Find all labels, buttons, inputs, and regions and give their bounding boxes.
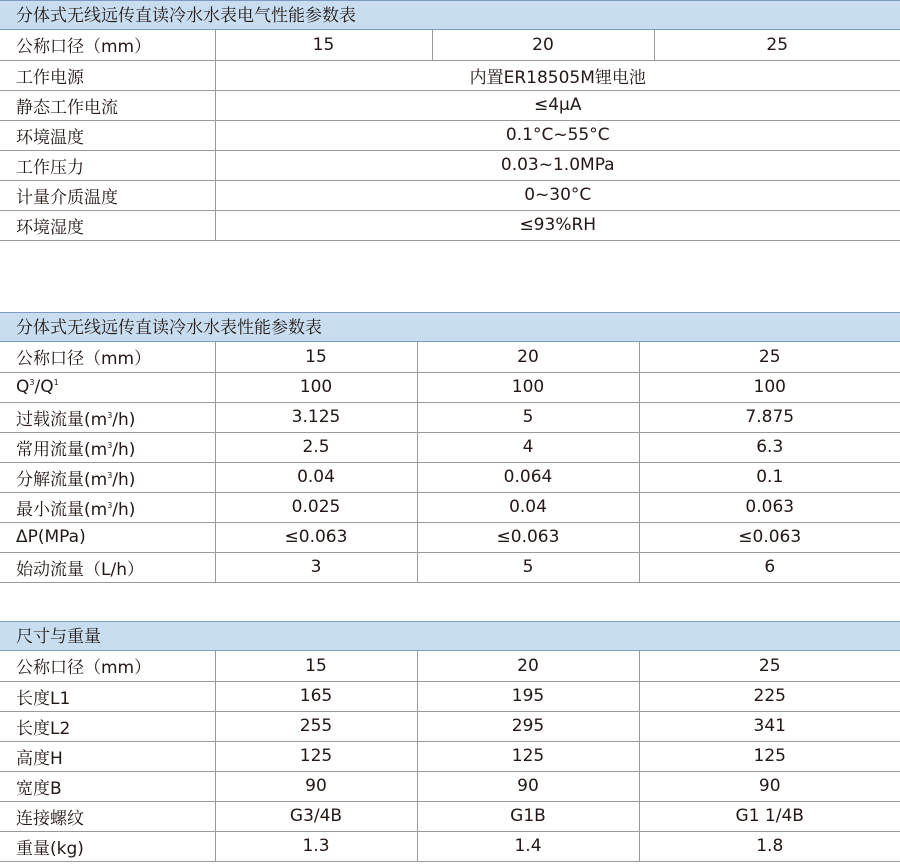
row-label-text: 分解流量 — [16, 469, 84, 490]
cell: 1.3 — [215, 831, 417, 861]
row-label: 宽度B — [0, 771, 215, 801]
cell: ≤93%RH — [215, 210, 900, 240]
table-row — [0, 432, 900, 462]
row-label: 高度H — [0, 741, 215, 771]
dimensions-weight-title: 尺寸与重量 — [0, 621, 900, 651]
row-label-text: 过载流量 — [16, 409, 84, 430]
q-sup1: 1 — [53, 378, 59, 387]
table-row — [0, 342, 900, 372]
cell: 6 — [639, 552, 900, 582]
cell: 0.04 — [417, 492, 639, 522]
table-row — [0, 651, 900, 681]
dimensions-weight-table — [0, 621, 900, 862]
cell: ≤0.063 — [639, 522, 900, 552]
table-row — [0, 831, 900, 861]
cell: 20 — [417, 651, 639, 681]
table-row — [0, 801, 900, 831]
unit-text: (m — [84, 469, 108, 490]
cell: 0.1 — [639, 462, 900, 492]
electrical-params-table — [0, 0, 900, 241]
q-slash: /Q — [34, 377, 54, 397]
cell: 90 — [639, 771, 900, 801]
row-label: 公称口径（mm） — [0, 342, 215, 372]
cell: G1B — [417, 801, 639, 831]
cell: 1.4 — [417, 831, 639, 861]
cell: G1 1/4B — [639, 801, 900, 831]
electrical-params-title: 分体式无线远传直读冷水水表电气性能参数表 — [0, 0, 900, 30]
row-label — [0, 432, 215, 462]
cell: 100 — [639, 372, 900, 402]
row-label — [0, 372, 215, 402]
table-row — [0, 711, 900, 741]
cell: 295 — [417, 711, 639, 741]
unit-sup: 3 — [107, 440, 113, 450]
table-row — [0, 60, 900, 90]
row-label: 工作电源 — [0, 60, 215, 90]
row-label: 工作压力 — [0, 150, 215, 180]
cell: 255 — [215, 711, 417, 741]
unit-sup: 3 — [107, 500, 113, 510]
cell: 1.8 — [639, 831, 900, 861]
cell: 0~30°C — [215, 180, 900, 210]
row-label-text: 最小流量 — [16, 499, 84, 520]
cell: 125 — [215, 741, 417, 771]
cell: 0.025 — [215, 492, 417, 522]
unit-text: (m — [84, 409, 108, 430]
row-label: 长度L2 — [0, 711, 215, 741]
row-label-text: 常用流量 — [16, 439, 84, 460]
table-row — [0, 522, 900, 552]
q-sup3: 3 — [29, 378, 35, 387]
cell: 7.875 — [639, 402, 900, 432]
table-row — [0, 552, 900, 582]
table-row — [0, 771, 900, 801]
unit-text: /h) — [112, 469, 136, 490]
row-label: 长度L1 — [0, 681, 215, 711]
cell: ≤0.063 — [215, 522, 417, 552]
cell: 5 — [417, 402, 639, 432]
row-label: 公称口径（mm） — [0, 30, 215, 60]
cell: 225 — [639, 681, 900, 711]
row-label: 公称口径（mm） — [0, 651, 215, 681]
table-row — [0, 402, 900, 432]
cell: 5 — [417, 552, 639, 582]
unit-sup: 3 — [107, 470, 113, 480]
cell: 4 — [417, 432, 639, 462]
cell: 0.03~1.0MPa — [215, 150, 900, 180]
row-label: 计量介质温度 — [0, 180, 215, 210]
table-row — [0, 372, 900, 402]
cell: 3 — [215, 552, 417, 582]
cell: 2.5 — [215, 432, 417, 462]
row-label — [0, 462, 215, 492]
performance-params-title: 分体式无线远传直读冷水水表性能参数表 — [0, 312, 900, 342]
cell: 6.3 — [639, 432, 900, 462]
cell: ≤0.063 — [417, 522, 639, 552]
cell: 90 — [417, 771, 639, 801]
cell: 25 — [654, 30, 900, 60]
row-label: 连接螺纹 — [0, 801, 215, 831]
cell: 0.063 — [639, 492, 900, 522]
cell: 341 — [639, 711, 900, 741]
unit-text: /h) — [112, 409, 136, 430]
unit-text: /h) — [112, 499, 136, 520]
table-row — [0, 90, 900, 120]
cell: 0.1°C~55°C — [215, 120, 900, 150]
cell: 100 — [417, 372, 639, 402]
row-label: 环境湿度 — [0, 210, 215, 240]
unit-text: (m — [84, 439, 108, 460]
row-label — [0, 402, 215, 432]
cell: ≤4μA — [215, 90, 900, 120]
unit-text: /h) — [112, 439, 136, 460]
row-label — [0, 492, 215, 522]
table-row — [0, 462, 900, 492]
q-symbol: Q — [16, 377, 30, 397]
unit-text: (m — [84, 499, 108, 520]
cell: 20 — [417, 342, 639, 372]
table-row — [0, 120, 900, 150]
row-label: 重量(kg) — [0, 831, 215, 861]
cell: 15 — [215, 342, 417, 372]
cell: 165 — [215, 681, 417, 711]
table-row — [0, 30, 900, 60]
unit-sup: 3 — [107, 410, 113, 420]
cell: 100 — [215, 372, 417, 402]
cell: 20 — [432, 30, 654, 60]
cell: 25 — [639, 651, 900, 681]
cell: 125 — [417, 741, 639, 771]
cell: 内置ER18505M锂电池 — [215, 60, 900, 90]
cell: 90 — [215, 771, 417, 801]
table-row — [0, 210, 900, 240]
table-row — [0, 741, 900, 771]
cell: 0.04 — [215, 462, 417, 492]
cell: 3.125 — [215, 402, 417, 432]
cell: G3/4B — [215, 801, 417, 831]
cell: 25 — [639, 342, 900, 372]
performance-params-table — [0, 312, 900, 583]
row-label: 始动流量（L/h） — [0, 552, 215, 582]
cell: 195 — [417, 681, 639, 711]
cell: 0.064 — [417, 462, 639, 492]
row-label: 静态工作电流 — [0, 90, 215, 120]
table-row — [0, 681, 900, 711]
table-row — [0, 150, 900, 180]
cell: 15 — [215, 651, 417, 681]
row-label: 环境温度 — [0, 120, 215, 150]
row-label: ΔP(MPa) — [0, 522, 215, 552]
cell: 15 — [215, 30, 432, 60]
table-row — [0, 492, 900, 522]
cell: 125 — [639, 741, 900, 771]
table-row — [0, 180, 900, 210]
